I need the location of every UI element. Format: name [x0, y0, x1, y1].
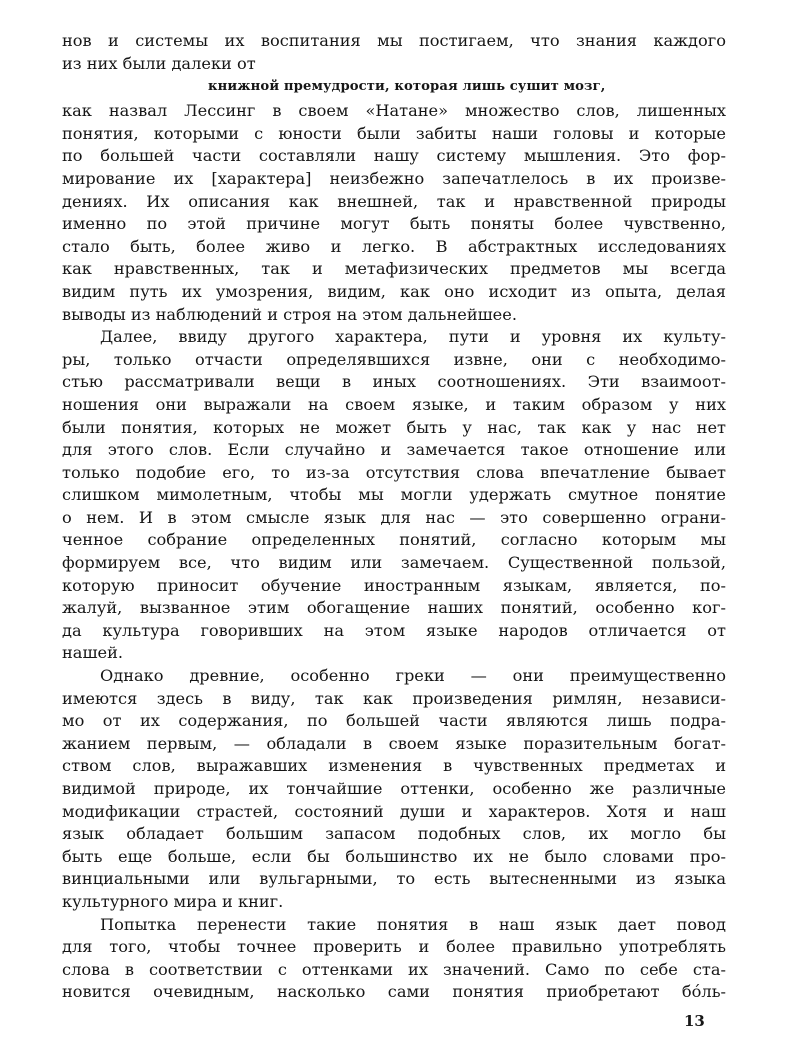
- text-line: язык обладает большим запасом подобных слов, их могло бы: [62, 824, 726, 844]
- text-line: новится очевидным, насколько сами понятия приобретают бо́ль-: [62, 982, 726, 1002]
- text-line: стью рассматривали вещи в иных соотношениях. Эти взаимоот-: [62, 372, 726, 392]
- document-page: [62, 30, 726, 1004]
- text-line: Однако древние, особенно греки — они преимущественно: [100, 666, 726, 686]
- text-line: ношения они выражали на своем языке, и таким образом у них: [62, 394, 726, 414]
- text-line: да культура говоривших на этом языке народов отличается от: [62, 620, 726, 640]
- text-line: Далее, ввиду другого характера, пути и уровня их культу-: [100, 327, 726, 347]
- page-number: 13: [684, 1012, 705, 1030]
- text-line: нов и системы их воспитания мы постигаем, что знания каждого: [62, 31, 726, 50]
- text-line: как нравственных, так и метафизических предметов мы всегда: [62, 259, 726, 279]
- text-line: быть еще больше, если бы большинство их не было словами про-: [62, 846, 726, 866]
- intro-paragraph: [62, 30, 726, 75]
- text-line: мо от их содержания, по большей части являются лишь подра-: [62, 711, 726, 731]
- text-line: ченное собрание определенных понятий, согласно которым мы: [62, 530, 726, 550]
- text-line: формируем все, что видим или замечаем. Существенной пользой,: [62, 553, 726, 573]
- block-quote: книжной премудрости, которая лишь сушит мозг,: [208, 79, 606, 95]
- text-line: были понятия, которых не может быть у нас, так как у нас нет: [62, 417, 726, 437]
- text-line: жалуй, вызванное этим обогащение наших понятий, особенно ког-: [62, 598, 726, 618]
- text-line: нашей.: [62, 643, 124, 663]
- text-line: культурного мира и книг.: [62, 891, 284, 911]
- paragraph-2: [62, 326, 726, 665]
- text-line: видимой природе, их тончайшие оттенки, особенно же различные: [62, 779, 726, 798]
- text-line: модификации страстей, состояний души и характеров. Хотя и наш: [62, 801, 726, 821]
- text-line: выводы из наблюдений и строя на этом дальнейшее.: [62, 304, 517, 324]
- text-line: видим путь их умозрения, видим, как оно исходит из опыта, делая: [62, 281, 726, 301]
- text-line: по большей части составляли нашу систему мышления. Это фор-: [62, 146, 726, 166]
- text-line: для этого слов. Если случайно и замечается такое отношение или: [62, 440, 726, 460]
- text-line: стало быть, более живо и легко. В абстрактных исследованиях: [62, 236, 726, 256]
- text-line: только подобие его, то из-за отсутствия слова впечатление бывает: [62, 462, 726, 482]
- text-line: из них были далеки от: [62, 53, 256, 73]
- text-line: как назвал Лессинг в своем «Натане» множество слов, лишенных: [62, 101, 726, 121]
- text-line: именно по этой причине могут быть поняты более чувственно,: [62, 214, 726, 234]
- text-line: слова в соответствии с оттенками их значений. Само по себе ста-: [62, 959, 726, 979]
- text-line: Попытка перенести такие понятия в наш язык дает повод: [100, 914, 726, 934]
- paragraph-1: [62, 100, 726, 326]
- text-line: понятия, которыми с юности были забиты наши головы и которые: [62, 123, 726, 143]
- text-line: для того, чтобы точнее проверить и более правильно употреблять: [62, 937, 726, 957]
- paragraph-4: [62, 914, 726, 1004]
- text-line: ры, только отчасти определявшихся извне, они с необходимо-: [62, 349, 726, 369]
- text-line: мирование их [характера] неизбежно запечатлелось в их произве-: [62, 168, 726, 188]
- text-line: жанием первым, — обладали в своем языке поразительным богат-: [62, 733, 726, 753]
- text-line: которую приносит обучение иностранным языкам, является, по-: [62, 575, 726, 595]
- text-line: имеются здесь в виду, так как произведения римлян, независи-: [62, 688, 726, 708]
- text-line: о нем. И в этом смысле язык для нас — это совершенно ограни-: [62, 507, 726, 527]
- text-line: слишком мимолетным, чтобы мы могли удержать смутное понятие: [62, 485, 726, 505]
- paragraph-3: [62, 665, 726, 914]
- text-line: дениях. Их описания как внешней, так и нравственной природы: [62, 191, 726, 211]
- text-line: ством слов, выражавших изменения в чувственных предметах и: [62, 756, 726, 776]
- text-line: винциальными или вульгарными, то есть вытесненными из языка: [62, 869, 726, 889]
